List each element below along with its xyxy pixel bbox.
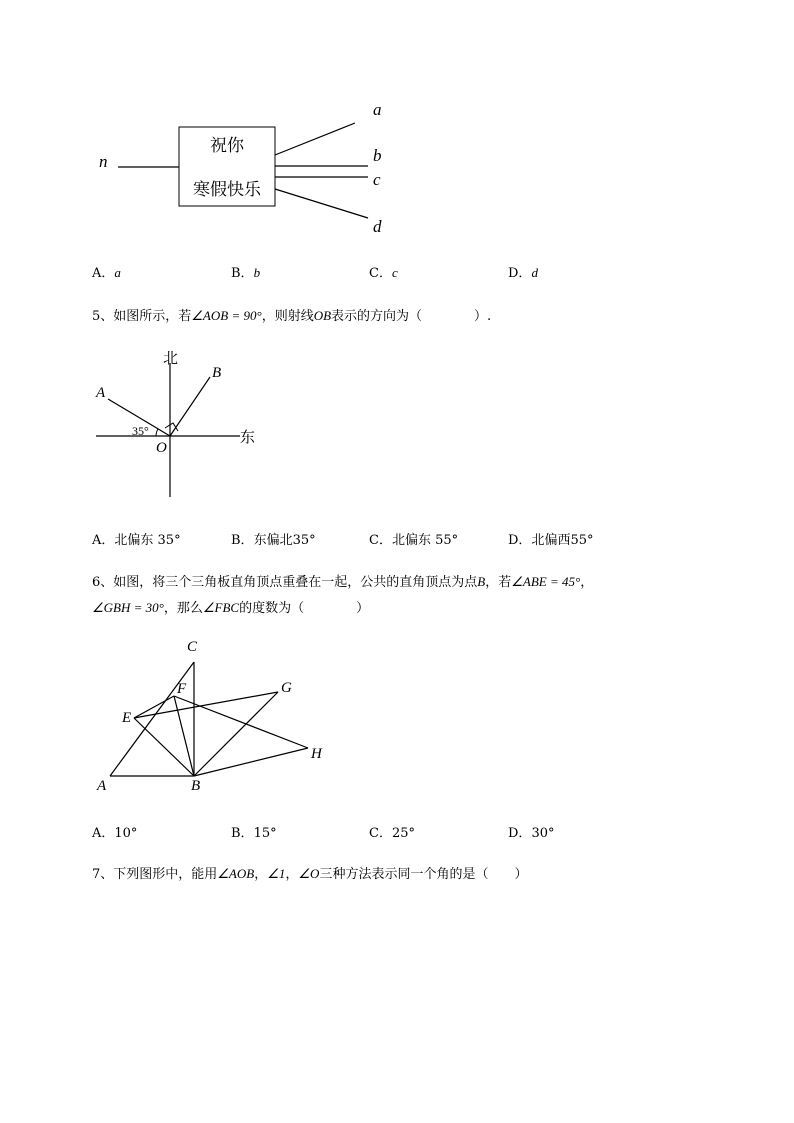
option-letter: C． xyxy=(369,533,392,548)
option-text: 25° xyxy=(391,826,415,841)
q4-option-c[interactable] xyxy=(369,262,398,281)
option-letter: D． xyxy=(508,826,532,841)
q6-line2-mid: ，那么 xyxy=(163,601,203,616)
label-north: 北 xyxy=(163,349,179,367)
label-d: d xyxy=(373,217,382,236)
q6-line1-point: B xyxy=(477,574,486,589)
label-a: a xyxy=(373,100,382,119)
q5-stem xyxy=(92,305,491,324)
q6-line1-math: ∠ABE = 45° xyxy=(511,574,581,589)
label-angle: 35° xyxy=(132,424,149,438)
label-F: F xyxy=(177,681,187,697)
option-letter: B． xyxy=(231,266,254,281)
q7-math1: ∠AOB xyxy=(217,866,255,881)
q5-option-a[interactable] xyxy=(92,529,181,548)
option-letter: D． xyxy=(508,266,532,281)
q7-sep2: ， xyxy=(285,867,299,882)
line-a xyxy=(275,123,355,155)
option-text: 30° xyxy=(531,826,555,841)
q6-option-d[interactable] xyxy=(508,822,554,841)
q6-line1-prefix: 6、如图，将三个三角板直角顶点重叠在一起，公共的直角顶点为点 xyxy=(92,575,478,590)
label-A: A xyxy=(96,385,106,401)
label-n: n xyxy=(99,152,108,171)
q6-option-b[interactable] xyxy=(231,822,277,841)
q5-stem-math: ∠AOB = 90° xyxy=(191,308,262,323)
q7-stem xyxy=(92,863,527,882)
option-text: 北偏西55° xyxy=(531,533,594,548)
option-letter: A． xyxy=(92,533,115,548)
angle-arc xyxy=(156,429,158,436)
q6-line1-suffix: ， xyxy=(580,575,594,590)
option-letter: C． xyxy=(369,266,392,281)
line-d xyxy=(275,189,368,218)
label-G: G xyxy=(281,680,292,696)
q7-stem-suffix: 三种方法表示同一个角的是（ ） xyxy=(319,867,528,882)
q7-math3: ∠O xyxy=(298,866,320,881)
q4-option-a[interactable] xyxy=(92,262,121,281)
q7-math2: ∠1 xyxy=(267,866,286,881)
q4-option-b[interactable] xyxy=(231,262,260,281)
q4-option-d[interactable] xyxy=(508,262,538,281)
seg-be xyxy=(134,718,194,776)
label-b: b xyxy=(373,146,382,165)
label-C: C xyxy=(187,639,198,655)
seg-bh xyxy=(194,748,308,776)
option-letter: B． xyxy=(231,533,254,548)
q7-sep1: ， xyxy=(254,867,268,882)
option-text: 10° xyxy=(114,826,138,841)
option-text: 15° xyxy=(253,826,277,841)
right-angle-mark xyxy=(165,423,178,431)
q6-stem-line2 xyxy=(92,597,369,616)
q6-line2-math: ∠GBH = 30° xyxy=(92,600,164,615)
q6-figure xyxy=(90,632,340,797)
option-text: 北偏东 55° xyxy=(391,533,459,548)
q6-line2-suffix: 的度数为（ ） xyxy=(239,601,370,616)
label-A: A xyxy=(97,778,107,794)
q7-stem-prefix: 7、下列图形中，能用 xyxy=(92,867,218,882)
option-letter: B． xyxy=(231,826,254,841)
q6-option-c[interactable] xyxy=(369,822,415,841)
label-east: 东 xyxy=(240,428,256,446)
q5-figure xyxy=(90,345,270,505)
option-text: b xyxy=(253,265,261,280)
box-text-line2: 寒假快乐 xyxy=(193,180,261,200)
option-text: 东偏北35° xyxy=(253,533,316,548)
label-O: O xyxy=(156,440,167,456)
label-c: c xyxy=(373,170,381,189)
option-letter: A． xyxy=(92,826,115,841)
option-letter: A． xyxy=(92,266,115,281)
q6-stem-line1 xyxy=(92,571,593,590)
label-B: B xyxy=(212,365,222,381)
label-H: H xyxy=(311,746,322,762)
q5-option-d[interactable] xyxy=(508,529,593,548)
option-text: d xyxy=(531,265,538,280)
option-text: 北偏东 35° xyxy=(114,533,181,548)
label-E: E xyxy=(122,710,132,726)
q5-stem-suffix: 表示的方向为（ ）. xyxy=(331,309,492,324)
q6-line2-math2: ∠FBC xyxy=(202,600,240,615)
q6-option-a[interactable] xyxy=(92,822,137,841)
q5-stem-prefix: 5、如图所示，若 xyxy=(92,309,192,324)
option-letter: D． xyxy=(508,533,532,548)
q5-option-b[interactable] xyxy=(231,529,316,548)
option-letter: C． xyxy=(369,826,392,841)
q6-line1-mid: ，若 xyxy=(485,575,512,590)
q4-figure xyxy=(90,95,400,245)
q5-stem-mid: ，则射线 xyxy=(261,309,314,324)
option-text: c xyxy=(391,265,398,280)
q5-option-c[interactable] xyxy=(369,529,458,548)
box-text-line1: 祝你 xyxy=(210,136,244,156)
option-text: a xyxy=(114,265,121,280)
q5-stem-ray: OB xyxy=(313,308,332,323)
label-B: B xyxy=(191,778,201,794)
